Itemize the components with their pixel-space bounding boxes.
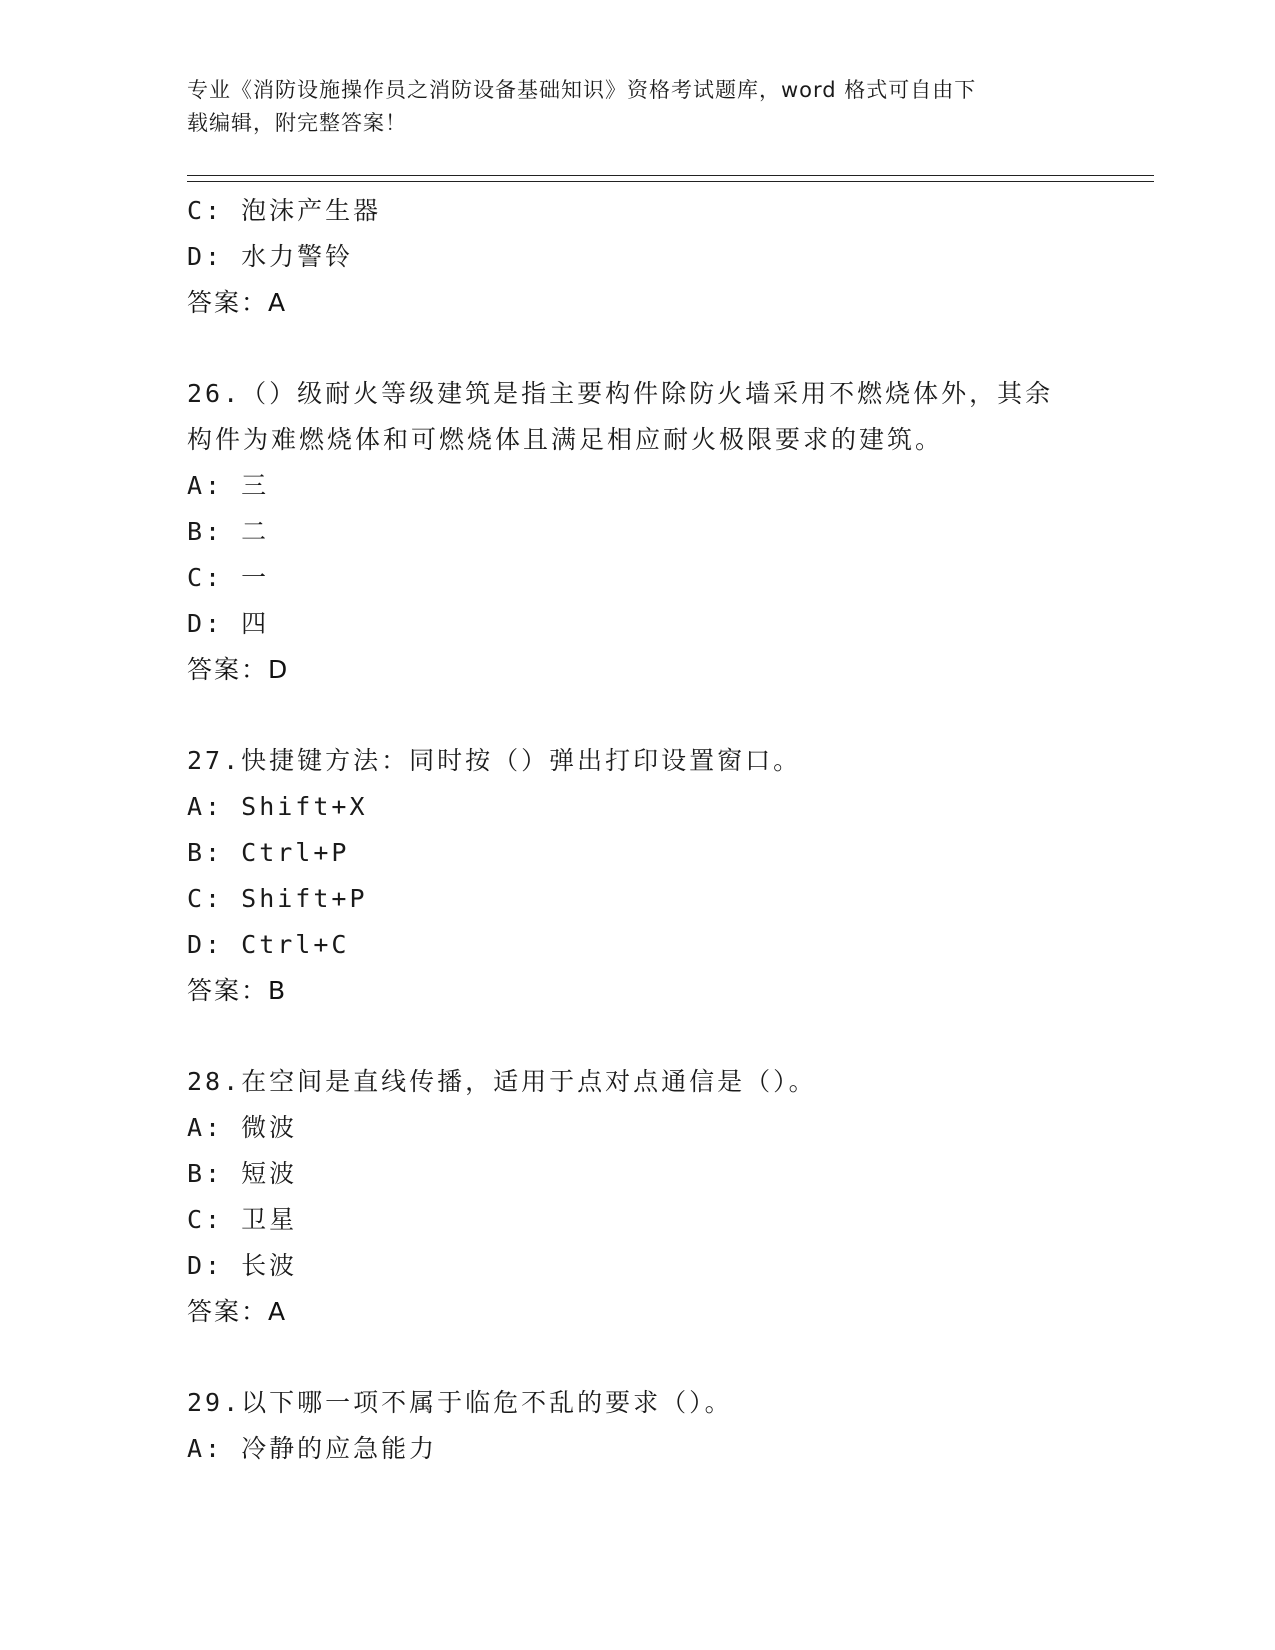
spacer — [187, 693, 1147, 738]
spacer — [187, 1014, 1147, 1059]
option-b: B: 短波 — [187, 1159, 298, 1188]
option-d: D: Ctrl+C — [187, 930, 350, 959]
question-stem-line-1: 27.快捷键方法：同时按（）弹出打印设置窗口。 — [187, 746, 802, 775]
option-c: C: 泡沫产生器 — [187, 196, 382, 225]
option-a: A: Shift+X — [187, 792, 368, 821]
answer-line: 答案：A — [187, 1297, 288, 1326]
option-c: C: 卫星 — [187, 1205, 298, 1234]
answer-line: 答案：D — [187, 655, 290, 684]
question-28 — [187, 1059, 1147, 1335]
question-stem-line-2: 构件为难燃烧体和可燃烧体且满足相应耐火极限要求的建筑。 — [187, 425, 944, 454]
option-d: D: 四 — [187, 609, 270, 638]
option-b: B: 二 — [187, 517, 270, 546]
document-header — [187, 74, 1087, 140]
header-rule-top — [187, 175, 1154, 176]
answer-line: 答案：B — [187, 976, 288, 1005]
spacer — [187, 1335, 1147, 1380]
option-d: D: 水力警铃 — [187, 242, 354, 271]
option-b: B: Ctrl+P — [187, 838, 350, 867]
question-29 — [187, 1380, 1147, 1472]
header-line-2: 载编辑，附完整答案！ — [187, 111, 407, 135]
question-stem-line-1: 26.（）级耐火等级建筑是指主要构件除防火墙采用不燃烧体外，其余 — [187, 379, 1054, 408]
question-list — [187, 188, 1147, 1472]
spacer — [187, 326, 1147, 371]
option-a: A: 冷静的应急能力 — [187, 1434, 438, 1463]
option-a: A: 三 — [187, 471, 270, 500]
question-27 — [187, 738, 1147, 1014]
question-26 — [187, 371, 1147, 693]
question-partial — [187, 188, 1147, 326]
question-stem-line-1: 29.以下哪一项不属于临危不乱的要求（）。 — [187, 1388, 733, 1417]
option-a: A: 微波 — [187, 1113, 298, 1142]
header-rule-bottom — [187, 181, 1154, 182]
option-c: C: Shift+P — [187, 884, 368, 913]
header-line-1: 专业《消防设施操作员之消防设备基础知识》资格考试题库，word 格式可自由下 — [187, 78, 977, 102]
option-c: C: 一 — [187, 563, 270, 592]
answer-line: 答案：A — [187, 288, 288, 317]
question-stem-line-1: 28.在空间是直线传播，适用于点对点通信是（）。 — [187, 1067, 817, 1096]
option-d: D: 长波 — [187, 1251, 298, 1280]
